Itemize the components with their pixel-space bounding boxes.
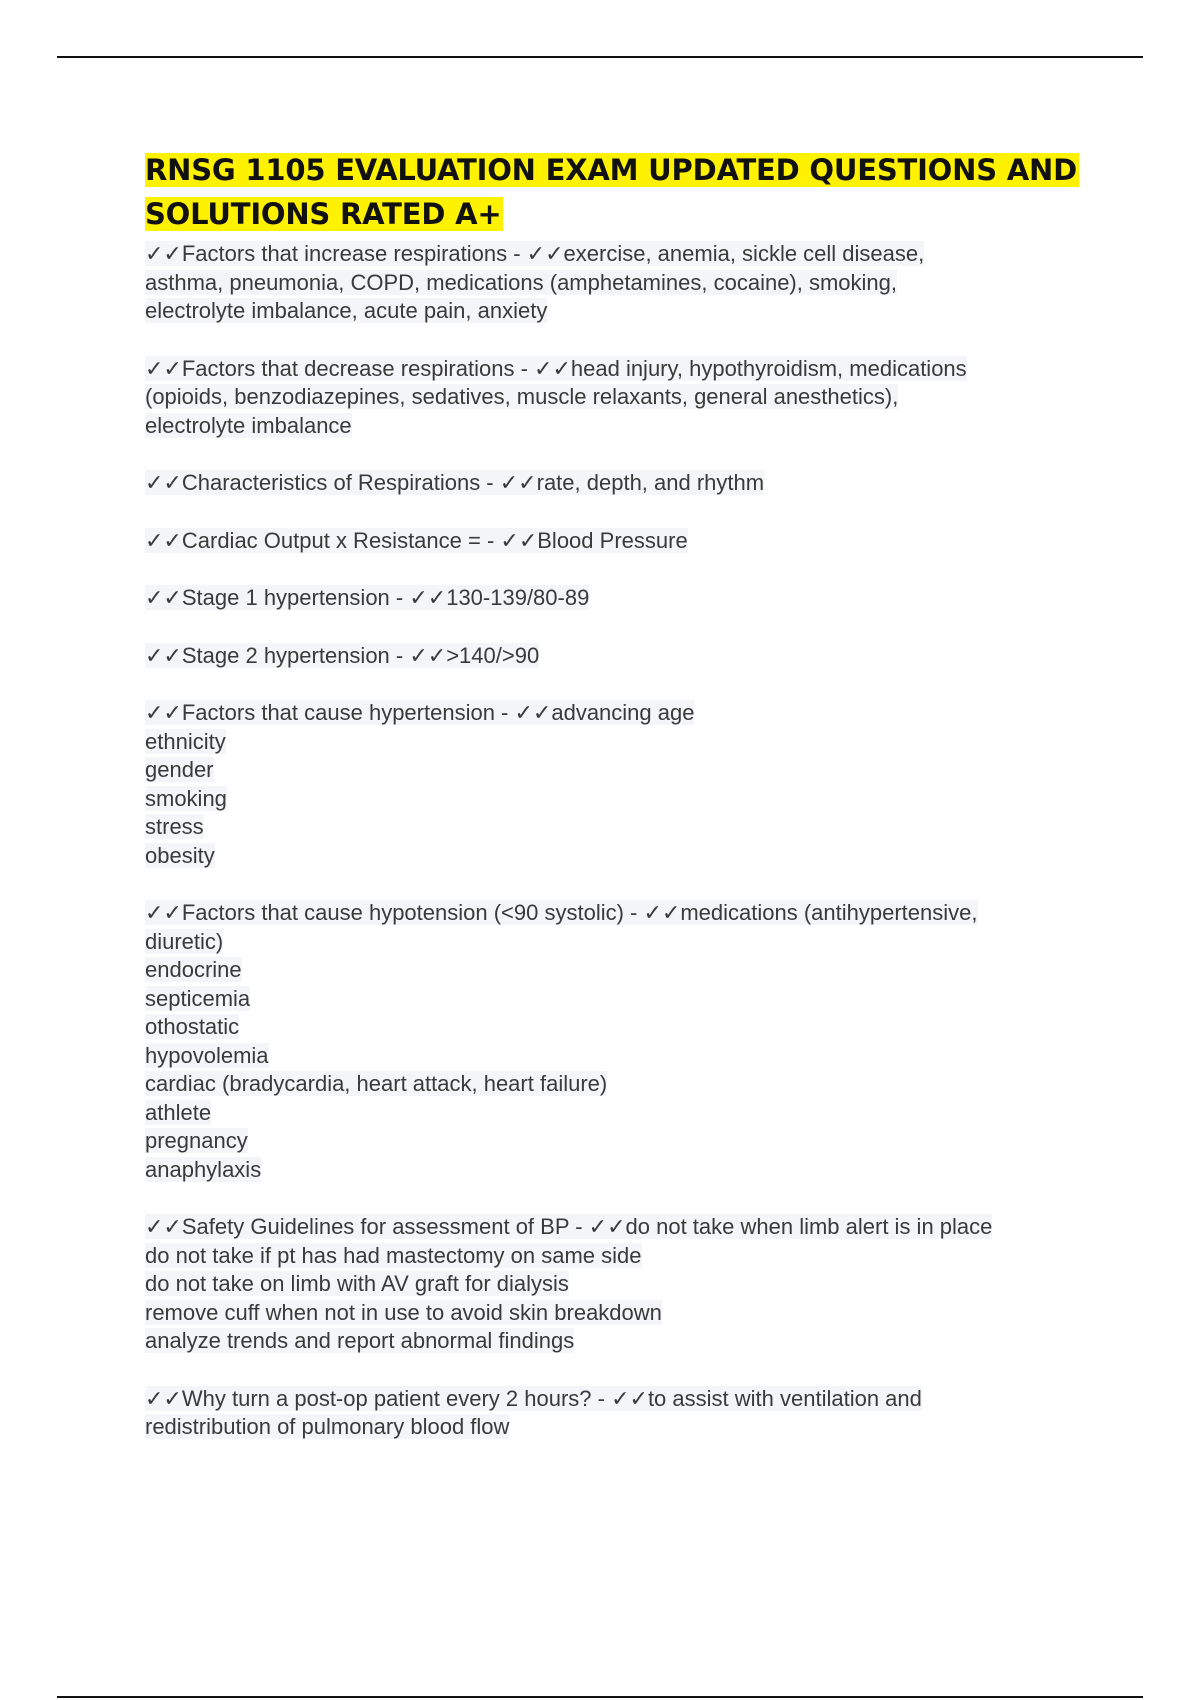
qa-line <box>145 813 1145 842</box>
qa-line <box>145 842 1145 871</box>
qa-line <box>145 642 1145 671</box>
qa-line <box>145 1042 1145 1071</box>
qa-line <box>145 1299 1145 1328</box>
qa-line-text: ethnicity <box>145 728 226 754</box>
qa-line <box>145 1070 1145 1099</box>
qa-line <box>145 985 1145 1014</box>
qa-line-text: ✓✓Why turn a post-op patient every 2 hours? - ✓✓to assist with ventilation and <box>145 1385 922 1411</box>
qa-entry <box>145 469 1145 498</box>
qa-line-text: ✓✓Factors that cause hypertension - ✓✓advancing age <box>145 700 695 725</box>
qa-line-text: ✓✓Characteristics of Respirations - ✓✓rate, depth, and rhythm <box>145 470 765 495</box>
qa-line <box>145 928 1145 957</box>
qa-entry <box>145 899 1145 1184</box>
qa-line-text: asthma, pneumonia, COPD, medications (amphetamines, cocaine), smoking, <box>145 269 898 295</box>
qa-line <box>145 584 1145 613</box>
qa-line <box>145 1327 1145 1356</box>
qa-line-text: obesity <box>145 842 215 868</box>
top-rule <box>57 56 1143 58</box>
qa-line-text: hypovolemia <box>145 1042 269 1068</box>
document-title <box>145 148 1145 236</box>
qa-line-text: ✓✓Stage 1 hypertension - ✓✓130-139/80-89 <box>145 585 590 610</box>
qa-line <box>145 469 1145 498</box>
qa-line <box>145 699 1145 728</box>
qa-line-text: redistribution of pulmonary blood flow <box>145 1414 510 1439</box>
qa-line <box>145 1270 1145 1299</box>
qa-entry <box>145 699 1145 870</box>
qa-line-text: remove cuff when not in use to avoid skin breakdown <box>145 1299 662 1325</box>
qa-line <box>145 240 1145 269</box>
qa-line <box>145 1156 1145 1185</box>
qa-line <box>145 1127 1145 1156</box>
qa-line <box>145 1099 1145 1128</box>
qa-line-text: analyze trends and report abnormal findings <box>145 1328 575 1353</box>
qa-line-text: ✓✓Factors that decrease respirations - ✓✓head injury, hypothyroidism, medications <box>145 355 967 381</box>
qa-line-text: ✓✓Cardiac Output x Resistance = - ✓✓Blood Pressure <box>145 527 688 553</box>
qa-line <box>145 1213 1145 1242</box>
qa-line-text: stress <box>145 814 204 839</box>
qa-line-text: electrolyte imbalance, acute pain, anxiety <box>145 298 548 323</box>
document-title-text: RNSG 1105 EVALUATION EXAM UPDATED QUESTIONS AND SOLUTIONS RATED A+ <box>145 153 1077 231</box>
qa-line <box>145 956 1145 985</box>
qa-line-text: do not take if pt has had mastectomy on same side <box>145 1242 642 1268</box>
qa-line-text: (opioids, benzodiazepines, sedatives, muscle relaxants, general anesthetics), <box>145 384 899 409</box>
qa-line-text: electrolyte imbalance <box>145 412 352 438</box>
qa-line <box>145 1413 1145 1442</box>
qa-entry <box>145 584 1145 613</box>
qa-line-text: endocrine <box>145 957 242 982</box>
qa-line-text: smoking <box>145 785 227 811</box>
qa-line <box>145 785 1145 814</box>
qa-line <box>145 383 1145 412</box>
qa-line-text: anaphylaxis <box>145 1156 262 1182</box>
qa-line-text: ✓✓Factors that cause hypotension (<90 systolic) - ✓✓medications (antihypertensive, <box>145 900 978 925</box>
qa-entry <box>145 1213 1145 1356</box>
qa-line-text: ✓✓Safety Guidelines for assessment of BP - ✓✓do not take when limb alert is in place <box>145 1214 993 1239</box>
qa-line <box>145 412 1145 441</box>
qa-line <box>145 297 1145 326</box>
qa-line <box>145 899 1145 928</box>
qa-line-text: gender <box>145 757 214 782</box>
qa-entry <box>145 240 1145 326</box>
qa-line-text: septicemia <box>145 985 251 1011</box>
qa-line-text: do not take on limb with AV graft for dialysis <box>145 1271 569 1296</box>
qa-line <box>145 1242 1145 1271</box>
qa-line <box>145 756 1145 785</box>
qa-line-text: athlete <box>145 1099 212 1125</box>
qa-line-text: othostatic <box>145 1014 240 1039</box>
qa-line-text: cardiac (bradycardia, heart attack, heart failure) <box>145 1071 608 1096</box>
qa-line <box>145 355 1145 384</box>
qa-list <box>145 240 1145 1442</box>
bottom-rule <box>57 1696 1143 1698</box>
qa-entry <box>145 1385 1145 1442</box>
qa-entry <box>145 642 1145 671</box>
qa-line <box>145 1013 1145 1042</box>
qa-line <box>145 527 1145 556</box>
qa-entry <box>145 527 1145 556</box>
qa-line-text: pregnancy <box>145 1128 248 1153</box>
qa-line <box>145 728 1145 757</box>
qa-entry <box>145 355 1145 441</box>
qa-line <box>145 1385 1145 1414</box>
qa-line-text: diuretic) <box>145 928 224 954</box>
qa-line-text: ✓✓Stage 2 hypertension - ✓✓>140/>90 <box>145 642 540 668</box>
qa-line-text: ✓✓Factors that increase respirations - ✓✓exercise, anemia, sickle cell disease, <box>145 241 925 266</box>
document-content <box>145 148 1145 1471</box>
qa-line <box>145 269 1145 298</box>
